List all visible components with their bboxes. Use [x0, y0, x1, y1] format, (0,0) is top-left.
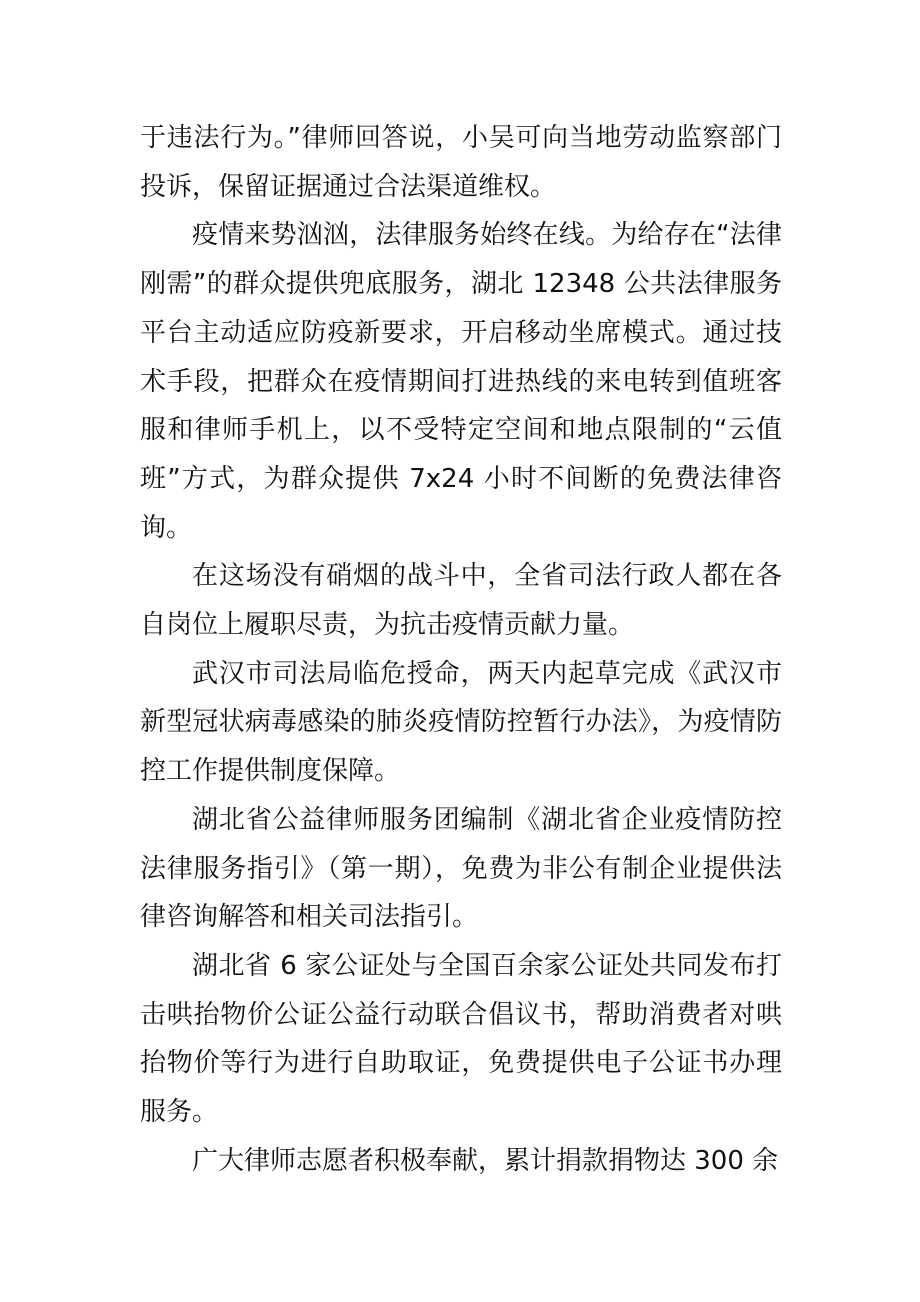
- paragraph-legal-hotline: 疫情来势汹汹，法律服务始终在线。为给存在“法律刚需”的群众提供兜底服务，湖北 12348 公共法律服务平台主动适应防疫新要求，开启移动坐席模式。通过技术手段，把群众在疫情期间打进热线的来电转到值班客服和律师手机上，以不受特定空间和地点限制的“云值班”方式，为群众提供 7x24 小时不间断的免费法律咨询。: [140, 220, 782, 543]
- paragraph-notary-offices: 湖北省 6 家公证处与全国百余家公证处共同发布打击哄抬物价公证公益行动联合倡议书，帮助消费者对哄抬物价等行为进行自助取证，免费提供电子公证书办理服务。: [140, 950, 782, 1128]
- paragraph-wuhan-justice-bureau: 武汉市司法局临危授命，两天内起草完成《武汉市新型冠状病毒感染的肺炎疫情防控暂行办法》，为疫情防控工作提供制度保障。: [140, 658, 782, 787]
- paragraph-judicial-admin: 在这场没有硝烟的战斗中，全省司法行政人都在各自岗位上履职尽责，为抗击疫情贡献力量。: [140, 561, 782, 641]
- document-body: [140, 114, 782, 1185]
- paragraph-public-lawyer-group: 湖北省公益律师服务团编制《湖北省企业疫情防控法律服务指引》（第一期），免费为非公有制企业提供法律咨询解答和相关司法指引。: [140, 804, 782, 933]
- paragraph-continued: 于违法行为。”律师回答说，小吴可向当地劳动监察部门投诉，保留证据通过合法渠道维权。: [140, 123, 782, 202]
- paragraph-lawyer-volunteers: 广大律师志愿者积极奉献，累计捐款捐物达 300 余: [192, 1145, 779, 1176]
